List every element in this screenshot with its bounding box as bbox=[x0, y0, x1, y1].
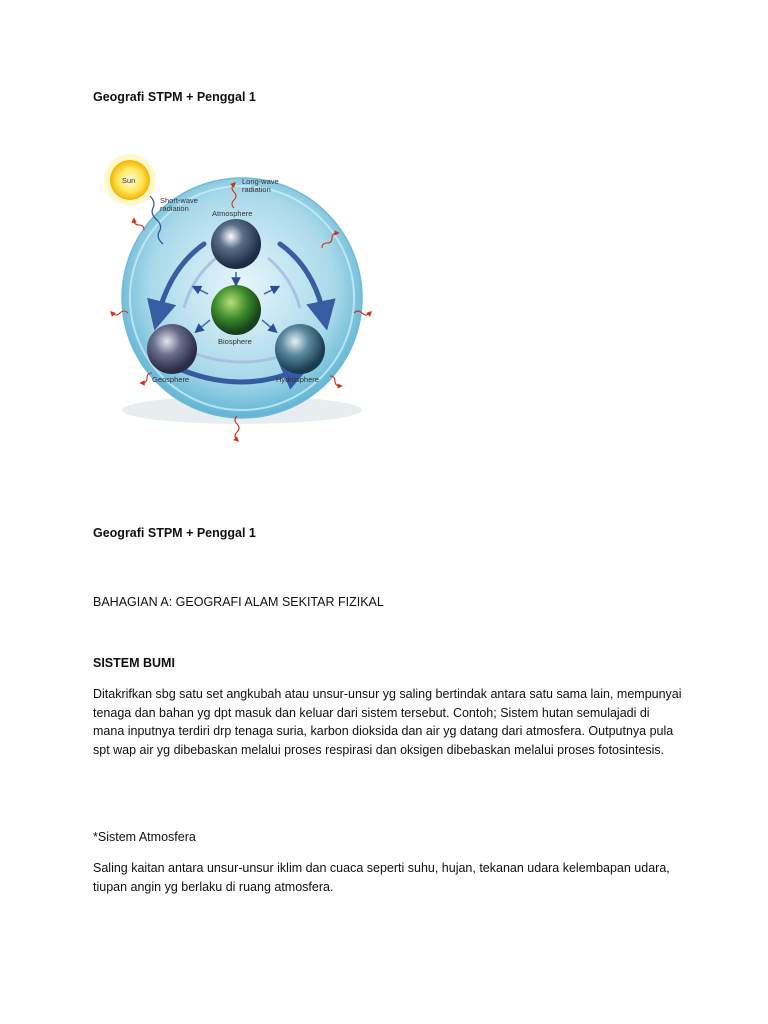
subsection-title: SISTEM BUMI bbox=[93, 656, 175, 670]
hydrosphere-label: Hydrosphere bbox=[276, 375, 319, 384]
atmosphere-sphere bbox=[211, 219, 261, 269]
geosphere-sphere bbox=[147, 324, 197, 374]
biosphere-label: Biosphere bbox=[218, 337, 252, 346]
page-header: Geografi STPM + Penggal 1 bbox=[93, 90, 256, 104]
biosphere-sphere bbox=[211, 285, 261, 335]
page-header-repeat: Geografi STPM + Penggal 1 bbox=[93, 526, 256, 540]
atmosphere-label: Atmosphere bbox=[212, 209, 253, 218]
long-wave-label: Long-wave bbox=[242, 177, 279, 186]
hydrosphere-sphere bbox=[275, 324, 325, 374]
long-wave-label-2: radiation bbox=[242, 185, 271, 194]
short-wave-label-2: radiation bbox=[160, 204, 189, 213]
paragraph-sistem-bumi: Ditakrifkan sbg satu set angkubah atau unsur-unsur yg saling bertindak antara satu sama lain, mempunyai tenaga dan bahan yg dpt masuk dan keluar dari sistem tersebut. Contoh; Sistem hutan semulajadi di mana inputnya terdiri drp tenaga suria, karbon dioksida dan air yg datang dari atmosfera. Outputnya pula spt wap air yg dibebaskan melalui proses respirasi dan oksigen dibebaskan melalui proses fotosintesis. bbox=[93, 687, 682, 757]
short-wave-label: Short-wave bbox=[160, 196, 198, 205]
sun-icon bbox=[104, 154, 156, 206]
atmosfera-title: *Sistem Atmosfera bbox=[93, 830, 196, 844]
earth-system-diagram bbox=[92, 148, 382, 448]
section-title: BAHAGIAN A: GEOGRAFI ALAM SEKITAR FIZIKAL bbox=[93, 595, 384, 609]
paragraph-sistem-atmosfera: Saling kaitan antara unsur-unsur iklim dan cuaca seperti suhu, hujan, tekanan udara kelembapan udara, tiupan angin yg berlaku di ruang atmosfera. bbox=[93, 861, 670, 894]
sun-label: Sun bbox=[122, 176, 136, 185]
geosphere-label: Geosphere bbox=[152, 375, 190, 384]
